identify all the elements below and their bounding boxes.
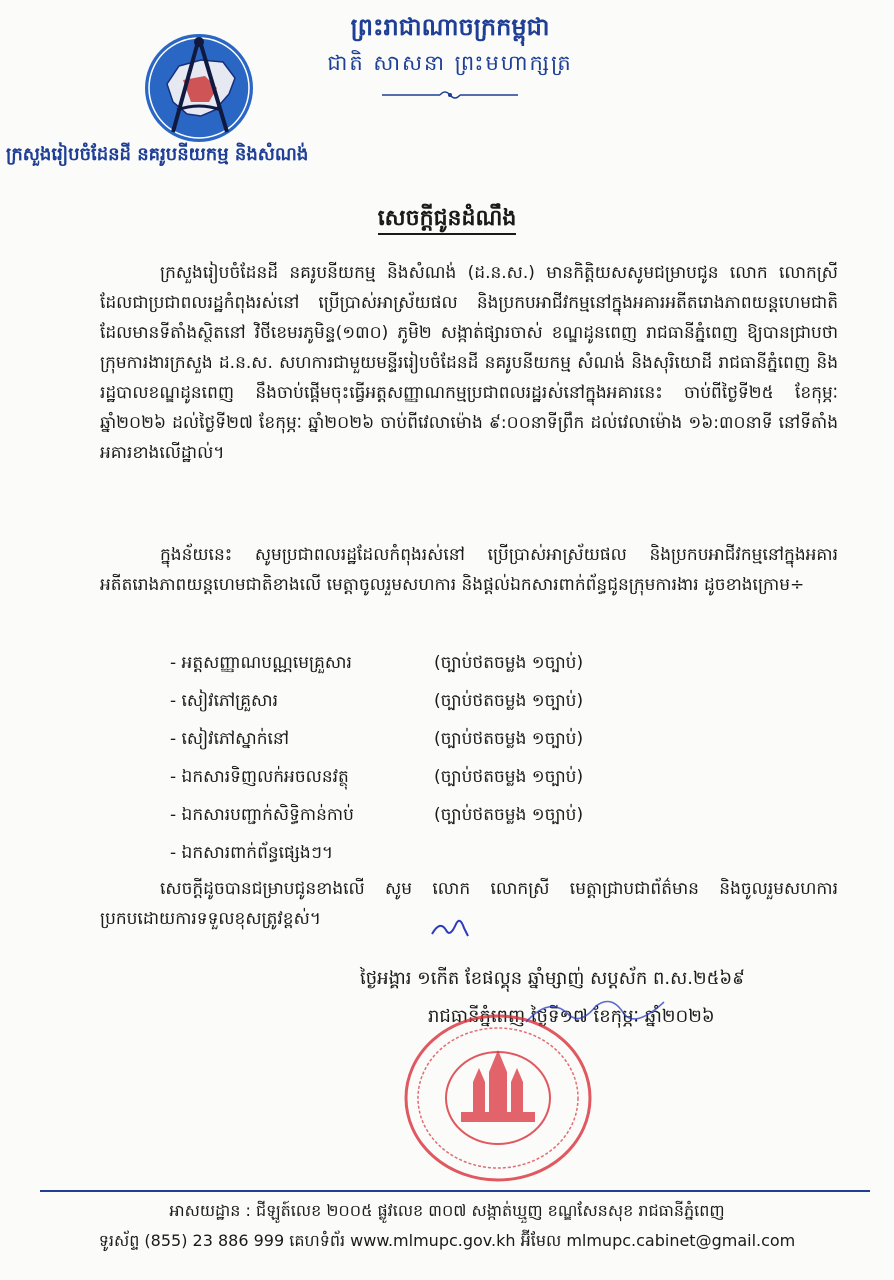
list-item-note: (ច្បាប់ថតចម្លង ១ច្បាប់): [434, 729, 584, 749]
ministry-name: ក្រសួងរៀបចំដែនដី នគរូបនីយកម្ម និងសំណង់: [6, 144, 309, 165]
signature-icon: [520, 992, 670, 1032]
document-title-text: សេចក្តីជូនដំណឹង: [378, 206, 517, 235]
kingdom-title: ព្រះរាជាណាចក្រកម្ពុជា: [350, 13, 550, 41]
list-item: [170, 724, 730, 762]
list-item-label: - សៀវភៅស្នាក់នៅ: [170, 729, 290, 749]
flourish-ornament-icon: [382, 88, 518, 102]
initial-mark-icon: [428, 912, 472, 944]
list-item: [170, 686, 730, 724]
paragraph-announcement: ក្រសួងរៀបចំដែនដី នគរូបនីយកម្ម និងសំណង់ (ដ.ន.ស.) មានកិត្តិយសសូមជម្រាបជូន លោក លោកស្រី ដែលជាប្រជាពលរដ្ឋកំពុងរស់នៅ ប្រើប្រាស់អាស្រ័យផល និងប្រកបអាជីវកម្មនៅក្នុងអគារអតីតរោងភាពយន្តហេមជាតិ ដែលមានទីតាំងស្ថិតនៅ វិថីខេមរភូមិន្ទ(១៣០) ភូមិ២ សង្កាត់ផ្សារចាស់ ខណ្ឌដូនពេញ រាជធានីភ្នំពេញ ឱ្យបានជ្រាបថា ក្រុមការងារក្រសួង ដ.ន.ស. សហការជាមួយមន្ទីររៀបចំដែនដី នគរូបនីយកម្ម សំណង់ និងសុរិយោដី រាជធានីភ្នំពេញ និងរដ្ឋបាលខណ្ឌដូនពេញ នឹងចាប់ផ្តើមចុះធ្វើអត្តសញ្ញាណកម្មប្រជាពលរដ្ឋរស់នៅក្នុងអគារនេះ ចាប់ពីថ្ងៃទី២៥ ខែកុម្ភៈ ឆ្នាំ២០២៦ ដល់ថ្ងៃទី២៧ ខែកុម្ភៈ ឆ្នាំ២០២៦ ចាប់ពីវេលាម៉ោង ៩:០០នាទីព្រឹក ដល់វេលាម៉ោង ១៦:៣០នាទី នៅទីតាំងអគារខាងលើដ្ឋាល់។: [100, 263, 838, 463]
paragraph-closing: សេចក្តីដូចបានជម្រាបជូនខាងលើ សូម លោក លោកស្រី មេត្តាជ្រាបជាព័ត៌មាន និងចូលរួមសហការប្រកបដោយការទទួលខុសត្រូវខ្ពស់។: [100, 879, 838, 929]
list-item-note: (ច្បាប់ថតចម្លង ១ច្បាប់): [434, 653, 584, 673]
list-item-label: - សៀវភៅគ្រួសារ: [170, 691, 278, 711]
footer-divider: [40, 1190, 870, 1192]
paragraph-request: ក្នុងន័យនេះ សូមប្រជាពលរដ្ឋដែលកំពុងរស់នៅ ប្រើប្រាស់អាស្រ័យផល និងប្រកបអាជីវកម្មនៅក្នុងអគារអតីតរោងភាពយន្តហេមជាតិខាងលើ មេត្តាចូលរួមសហការ និងផ្តល់ឯកសារពាក់ព័ន្ធជូនក្រុមការងារ ដូចខាងក្រោម÷: [100, 545, 838, 595]
footer-address: អាសយដ្ឋាន : ជីឡូត៍លេខ ២០០៥ ផ្លូវលេខ ៣០៧ សង្កាត់ឃ្មួញ ខណ្ឌសែនសុខ រាជធានីភ្នំពេញ: [169, 1201, 725, 1220]
list-item-note: (ច្បាប់ថតចម្លង ១ច្បាប់): [434, 691, 584, 711]
solar-date: រាជធានីភ្នំពេញ ថ្ងៃទី១៧ ខែកុម្ភៈ ឆ្នាំ២០២៦: [428, 1006, 715, 1027]
list-item-label: - ឯកសារបញ្ជាក់សិទ្ធិកាន់កាប់: [170, 805, 354, 825]
document-title: [0, 204, 894, 236]
lunar-date: ថ្ងៃអង្គារ ១កើត ខែផល្គុន ឆ្នាំម្សាញ់ សប្តស័ក ព.ស.២៥៦៩: [360, 968, 745, 989]
list-item-note: (ច្បាប់ថតចម្លង ១ច្បាប់): [434, 767, 584, 787]
list-item: [170, 648, 730, 686]
required-documents-list: [170, 648, 730, 876]
list-item: [170, 800, 730, 838]
official-seal-icon: [403, 1012, 593, 1184]
list-item-label: - អត្តសញ្ញាណបណ្ណមេគ្រួសារ: [170, 653, 352, 673]
list-item: [170, 838, 730, 876]
list-item-note: (ច្បាប់ថតចម្លង ១ច្បាប់): [434, 805, 584, 825]
list-item: [170, 762, 730, 800]
ministry-logo-icon: [143, 32, 255, 144]
list-item-label: - ឯកសារពាក់ព័ន្ធផ្សេងៗ។: [170, 843, 334, 863]
footer-contact: ទូរស័ព្ទ (855) 23 886 999 គេហទំព័រ www.mlmupc.gov.kh អ៊ីមែល mlmupc.cabinet@gmail.com: [98, 1231, 796, 1250]
national-motto: ជាតិ សាសនា ព្រះមហាក្សត្រ: [327, 51, 573, 75]
list-item-label: - ឯកសារទិញលក់អចលនវត្ថុ: [170, 767, 349, 787]
